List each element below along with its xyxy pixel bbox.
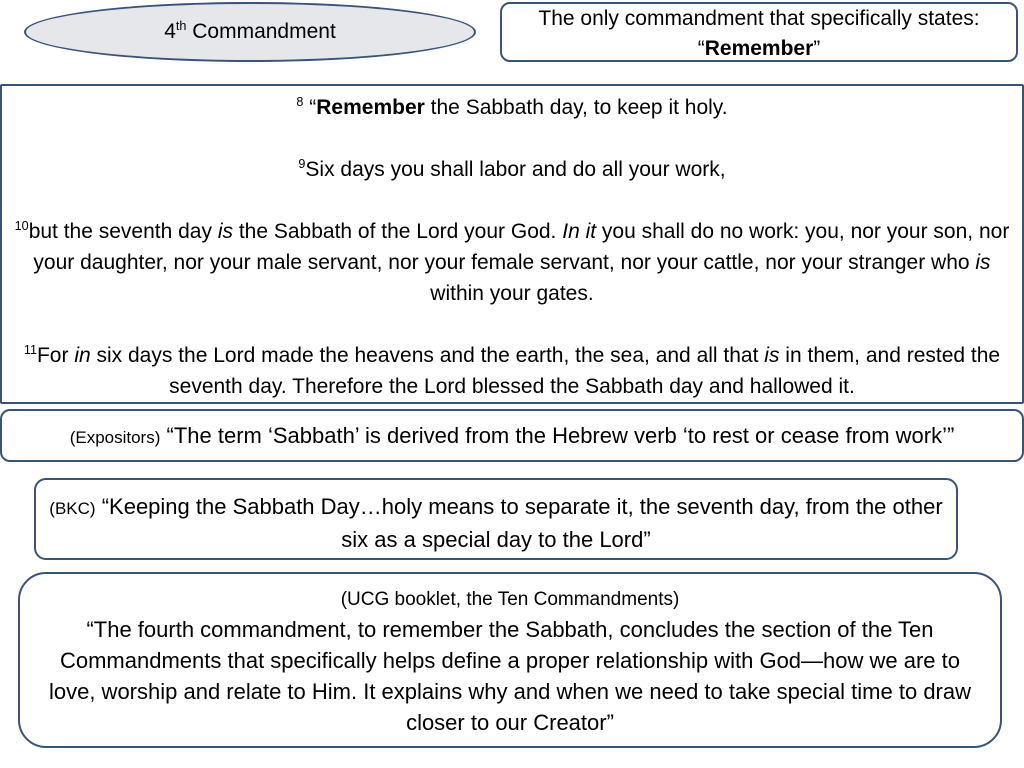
- expositors-quote: (Expositors) “The term ‘Sabbath’ is derived from the Hebrew verb ‘to rest or cease from work’”: [69, 422, 955, 448]
- bkc-quote-box: [34, 478, 958, 560]
- verse-11: $^{11}$For in six days the Lord made the heavens and the earth, the sea, and all that is in them, and rested the seventh day. Therefore the Lord blessed the Sabbath day and hallowed it.: [23, 343, 1001, 398]
- ucg-quote-box: [18, 572, 1002, 748]
- bkc-quote: “Keeping the Sabbath Day…holy means to separate it, the seventh day, from the other six as a special day to the Lord”: [101, 494, 943, 552]
- verse-9: $^9$Six days you shall labor and do all your work,: [298, 157, 726, 181]
- scripture-box: [0, 84, 1024, 404]
- title-oval: [24, 2, 476, 62]
- expositors-quote-box: [0, 409, 1024, 462]
- ucg-quote: “The fourth commandment, to remember the Sabbath, concludes the section of the Ten Commandments that specifically helps define a proper relationship with God—how we are to love, worship and relate to Him. It explains why and when we need to take special time to draw closer to our Creator”: [48, 617, 972, 735]
- slide-title: 4th Commandment: [164, 19, 336, 43]
- verse-10: $^{10}$but the seventh day is the Sabbath of the Lord your God. In it you shall do no work: you, nor your son, nor your daughter, nor your male servant, nor your female servant, nor your cattle, nor your stranger who is within your gates.: [14, 219, 1010, 305]
- ucg-source: (UCG booklet, the Ten Commandments): [340, 589, 680, 610]
- verse-8: $^8$ “Remember the Sabbath day, to keep it holy.: [296, 95, 728, 119]
- remember-note-line1: The only commandment that specifically states:: [538, 7, 980, 30]
- expositors-source: (Expositors): [69, 427, 161, 447]
- remember-note-box: [500, 2, 1018, 62]
- bkc-source: (BKC): [49, 499, 96, 518]
- remember-note-line2: “Remember”: [697, 37, 821, 60]
